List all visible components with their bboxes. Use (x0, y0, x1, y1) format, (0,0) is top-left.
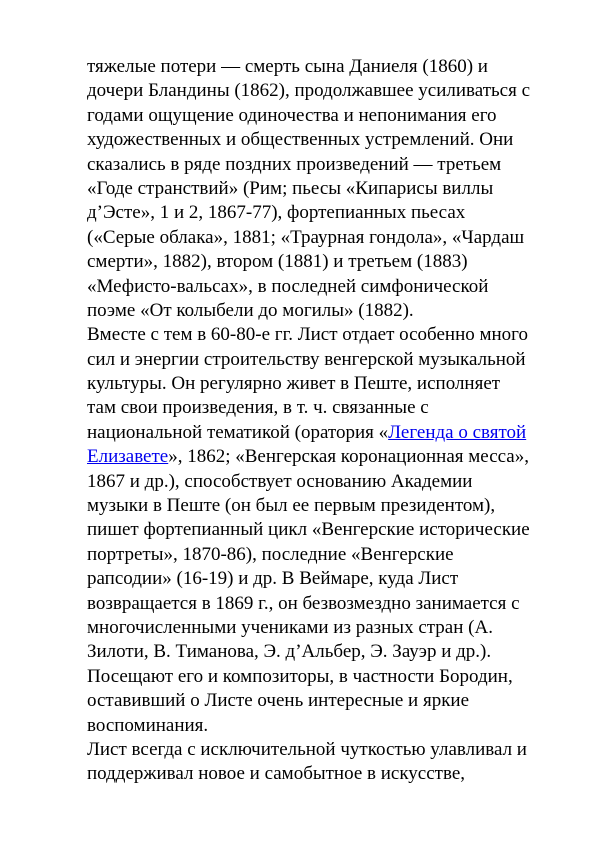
text-line (87, 201, 567, 225)
link-legend-of-saint-elizabeth[interactable]: Легенда о святой (388, 421, 527, 443)
text-segment: возвращается в 1869 г., он безвозмездно занимается с (87, 592, 520, 614)
text-segment: портреты», 1870-86), последние «Венгерские (87, 543, 454, 565)
text-line (87, 153, 567, 177)
text-line (87, 567, 567, 591)
text-segment: », 1862; «Венгерская коронационная месса», (168, 446, 529, 468)
body-text (87, 55, 567, 787)
text-segment: культуры. Он регулярно живет в Пеште, исполняет (87, 373, 501, 395)
text-segment: сил и энергии строительству венгерской музыкальной (87, 348, 526, 370)
text-segment: оставивший о Листе очень интересные и яркие (87, 690, 470, 712)
text-segment: сказались в ряде поздних произведений — третьем (87, 153, 502, 175)
text-line (87, 689, 567, 713)
text-line (87, 177, 567, 201)
text-line (87, 275, 567, 299)
text-segment: («Серые облака», 1881; «Траурная гондола», «Чардаш (87, 226, 525, 248)
text-segment: многочисленными учениками из разных стран (А. (87, 616, 493, 638)
text-line (87, 738, 567, 762)
text-line (87, 250, 567, 274)
text-segment: дочери Бландины (1862), продолжавшее усиливаться с (87, 80, 531, 102)
text-segment: пишет фортепианный цикл «Венгерские исторические (87, 519, 530, 541)
text-line (87, 55, 567, 79)
text-segment: воспоминания. (87, 714, 209, 736)
text-line (87, 348, 567, 372)
text-segment: «Мефисто-вальсах», в последней симфонической (87, 275, 489, 297)
text-segment: художественных и общественных устремлений. Они (87, 129, 514, 151)
text-segment: д’Эсте», 1 и 2, 1867-77), фортепианных пьесах (87, 202, 466, 224)
text-segment: смерти», 1882), втором (1881) и третьем (1883) (87, 251, 468, 273)
text-segment: национальной тематикой (оратория « (87, 421, 389, 443)
text-line (87, 494, 567, 518)
text-segment: «Годе странствий» (Рим; пьесы «Кипарисы виллы (87, 177, 494, 199)
text-segment: годами ощущение одиночества и непонимания его (87, 104, 497, 126)
text-line (87, 445, 567, 469)
text-line (87, 592, 567, 616)
text-segment: поддерживал новое и самобытное в искусстве, (87, 763, 466, 785)
text-segment: поэме «От колыбели до могилы» (1882). (87, 299, 414, 321)
text-line (87, 762, 567, 786)
text-line (87, 396, 567, 420)
text-line (87, 299, 567, 323)
text-line (87, 518, 567, 542)
text-line (87, 665, 567, 689)
text-line (87, 714, 567, 738)
text-line (87, 640, 567, 664)
text-segment: Вместе с тем в 60-80-е гг. Лист отдает особенно много (87, 324, 528, 346)
text-line (87, 79, 567, 103)
text-line (87, 616, 567, 640)
text-segment: Посещают его и композиторы, в частности Бородин, (87, 665, 513, 687)
text-line (87, 421, 567, 445)
text-segment: рапсодии» (16-19) и др. В Веймаре, куда Лист (87, 568, 459, 590)
text-line (87, 323, 567, 347)
text-segment: музыки в Пеште (он был ее первым президентом), (87, 495, 496, 517)
text-line (87, 104, 567, 128)
text-segment: Лист всегда с исключительной чуткостью улавливал и (87, 738, 527, 760)
text-line (87, 470, 567, 494)
text-segment: там свои произведения, в т. ч. связанные с (87, 397, 429, 419)
text-segment: Зилоти, В. Тиманова, Э. д’Альбер, Э. Зауэр и др.). (87, 641, 492, 663)
text-segment: 1867 и др.), способствует основанию Академии (87, 470, 473, 492)
text-segment: тяжелые потери — смерть сына Даниеля (1860) и (87, 56, 488, 77)
text-line (87, 226, 567, 250)
text-line (87, 372, 567, 396)
text-line (87, 543, 567, 567)
text-line (87, 128, 567, 152)
link-legend-of-saint-elizabeth[interactable]: Елизавете (87, 446, 169, 468)
